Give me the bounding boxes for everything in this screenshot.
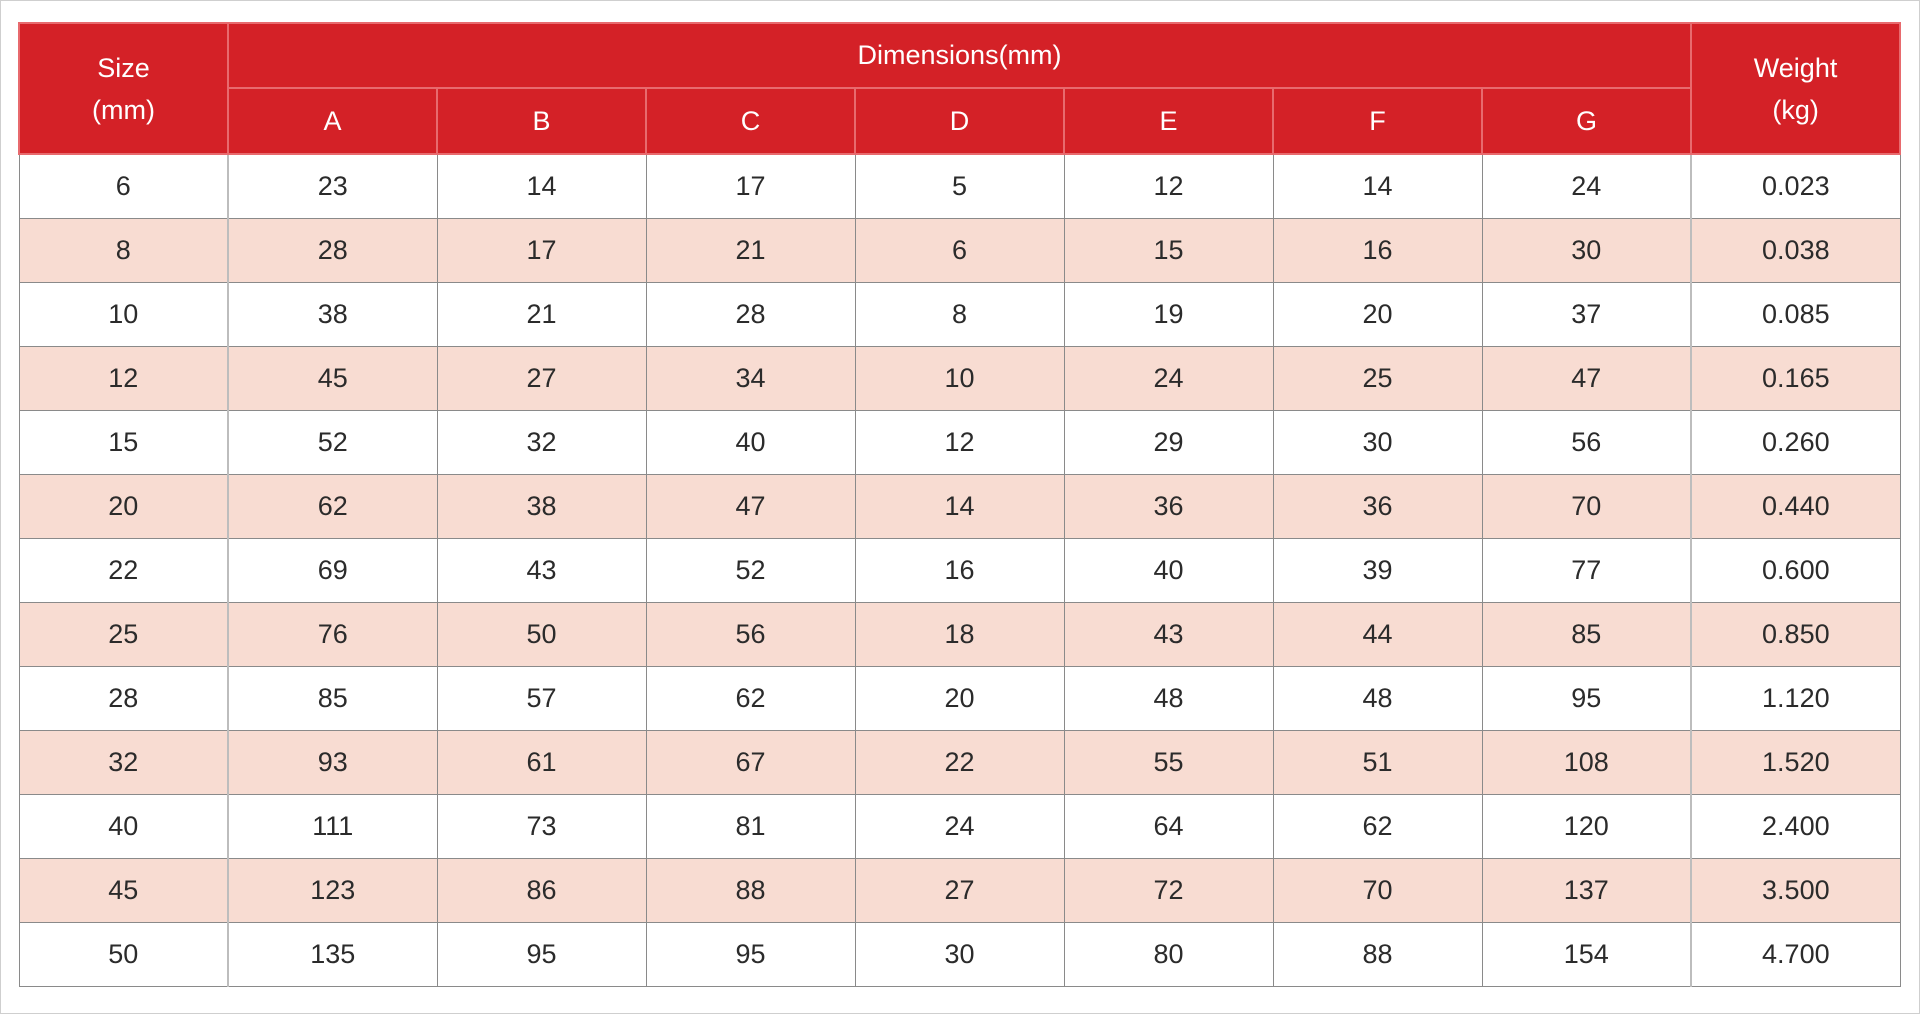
dimension-cell: 62 [1273,795,1482,859]
weight-cell: 1.120 [1691,667,1900,731]
table-row [19,859,1900,923]
dimension-cell: 111 [228,795,437,859]
dimension-cell: 5 [855,154,1064,219]
dimension-cell: 57 [437,667,646,731]
size-cell: 20 [19,475,228,539]
weight-cell: 1.520 [1691,731,1900,795]
dimension-cell: 21 [437,283,646,347]
table-row [19,411,1900,475]
dimension-cell: 16 [855,539,1064,603]
dimension-cell: 52 [646,539,855,603]
dimension-cell: 76 [228,603,437,667]
size-cell: 40 [19,795,228,859]
size-cell: 15 [19,411,228,475]
dimension-cell: 27 [855,859,1064,923]
dimension-cell: 135 [228,923,437,987]
dimension-cell: 52 [228,411,437,475]
dimension-cell: 19 [1064,283,1273,347]
weight-cell: 0.440 [1691,475,1900,539]
dimension-cell: 56 [1482,411,1691,475]
dimension-cell: 72 [1064,859,1273,923]
dimension-cell: 22 [855,731,1064,795]
dimension-column-header: B [437,88,646,154]
table-body [19,154,1900,987]
dimension-cell: 69 [228,539,437,603]
dimension-cell: 20 [1273,283,1482,347]
table-row [19,283,1900,347]
dimension-cell: 48 [1064,667,1273,731]
dimension-cell: 34 [646,347,855,411]
dimension-cell: 38 [437,475,646,539]
dimension-cell: 56 [646,603,855,667]
dimension-cell: 93 [228,731,437,795]
dimension-cell: 48 [1273,667,1482,731]
dimension-cell: 85 [228,667,437,731]
dimension-cell: 86 [437,859,646,923]
weight-cell: 4.700 [1691,923,1900,987]
dimension-cell: 17 [437,219,646,283]
size-header [19,23,228,154]
dimension-cell: 40 [1064,539,1273,603]
size-cell: 12 [19,347,228,411]
dimension-cell: 20 [855,667,1064,731]
size-header-line1: Size [97,52,150,83]
dimension-cell: 43 [1064,603,1273,667]
dimension-cell: 12 [1064,154,1273,219]
dimension-cell: 38 [228,283,437,347]
dimension-cell: 40 [646,411,855,475]
table-row [19,539,1900,603]
table-header [19,23,1900,154]
dimension-cell: 12 [855,411,1064,475]
table-row [19,731,1900,795]
dimension-cell: 24 [855,795,1064,859]
size-cell: 50 [19,923,228,987]
dimension-cell: 88 [1273,923,1482,987]
dimension-cell: 64 [1064,795,1273,859]
dimension-cell: 80 [1064,923,1273,987]
dimension-column-header: C [646,88,855,154]
dimension-cell: 36 [1064,475,1273,539]
dimension-cell: 77 [1482,539,1691,603]
table-row [19,923,1900,987]
table-row [19,795,1900,859]
dimension-cell: 6 [855,219,1064,283]
dimension-cell: 154 [1482,923,1691,987]
weight-cell: 0.165 [1691,347,1900,411]
dimension-cell: 24 [1064,347,1273,411]
dimension-column-header: A [228,88,437,154]
size-cell: 6 [19,154,228,219]
dimension-cell: 39 [1273,539,1482,603]
size-cell: 32 [19,731,228,795]
dimension-cell: 81 [646,795,855,859]
dimension-cell: 14 [855,475,1064,539]
dimension-cell: 51 [1273,731,1482,795]
dimension-cell: 108 [1482,731,1691,795]
weight-header [1691,23,1900,154]
dimension-cell: 47 [646,475,855,539]
dimensions-table [18,22,1901,987]
size-cell: 22 [19,539,228,603]
size-cell: 25 [19,603,228,667]
size-cell: 8 [19,219,228,283]
dimension-cell: 62 [228,475,437,539]
dimension-cell: 30 [1482,219,1691,283]
dimension-cell: 70 [1482,475,1691,539]
dimension-cell: 27 [437,347,646,411]
dimension-column-header: E [1064,88,1273,154]
dimension-cell: 95 [646,923,855,987]
dimension-cell: 17 [646,154,855,219]
dimension-cell: 28 [228,219,437,283]
size-cell: 28 [19,667,228,731]
dimension-cell: 55 [1064,731,1273,795]
dimension-cell: 95 [1482,667,1691,731]
dimension-cell: 36 [1273,475,1482,539]
size-header-line2: (mm) [92,94,155,125]
weight-cell: 0.023 [1691,154,1900,219]
dimension-cell: 62 [646,667,855,731]
dimension-cell: 30 [855,923,1064,987]
table-row [19,475,1900,539]
dimension-cell: 45 [228,347,437,411]
weight-cell: 2.400 [1691,795,1900,859]
dimension-cell: 44 [1273,603,1482,667]
dimension-cell: 10 [855,347,1064,411]
dimension-cell: 25 [1273,347,1482,411]
dimension-cell: 28 [646,283,855,347]
size-cell: 10 [19,283,228,347]
size-cell: 45 [19,859,228,923]
dimension-cell: 123 [228,859,437,923]
dimension-cell: 47 [1482,347,1691,411]
weight-cell: 0.850 [1691,603,1900,667]
table-row [19,219,1900,283]
dimension-column-header: D [855,88,1064,154]
weight-cell: 0.600 [1691,539,1900,603]
dimension-cell: 67 [646,731,855,795]
dimension-cell: 18 [855,603,1064,667]
dimension-cell: 61 [437,731,646,795]
dimension-cell: 70 [1273,859,1482,923]
weight-header-line1: Weight [1753,52,1838,83]
dimension-cell: 43 [437,539,646,603]
table-row [19,667,1900,731]
dimension-cell: 16 [1273,219,1482,283]
dimension-cell: 8 [855,283,1064,347]
dimension-cell: 24 [1482,154,1691,219]
dimension-cell: 14 [437,154,646,219]
dimension-cell: 85 [1482,603,1691,667]
dimension-cell: 37 [1482,283,1691,347]
dimension-cell: 29 [1064,411,1273,475]
weight-cell: 0.038 [1691,219,1900,283]
dimension-column-header: G [1482,88,1691,154]
weight-header-line2: (kg) [1772,94,1819,125]
weight-cell: 0.260 [1691,411,1900,475]
dimension-cell: 23 [228,154,437,219]
dimension-cell: 88 [646,859,855,923]
table-row [19,347,1900,411]
dimension-cell: 137 [1482,859,1691,923]
dimension-cell: 30 [1273,411,1482,475]
dimension-cell: 50 [437,603,646,667]
table-row [19,603,1900,667]
dimension-column-header: F [1273,88,1482,154]
dimension-cell: 95 [437,923,646,987]
dimension-cell: 21 [646,219,855,283]
table-row [19,154,1900,219]
dimension-cell: 15 [1064,219,1273,283]
weight-cell: 0.085 [1691,283,1900,347]
dimension-cell: 120 [1482,795,1691,859]
dimension-cell: 73 [437,795,646,859]
dimension-cell: 14 [1273,154,1482,219]
dimensions-header: Dimensions(mm) [228,23,1691,88]
weight-cell: 3.500 [1691,859,1900,923]
dimension-cell: 32 [437,411,646,475]
